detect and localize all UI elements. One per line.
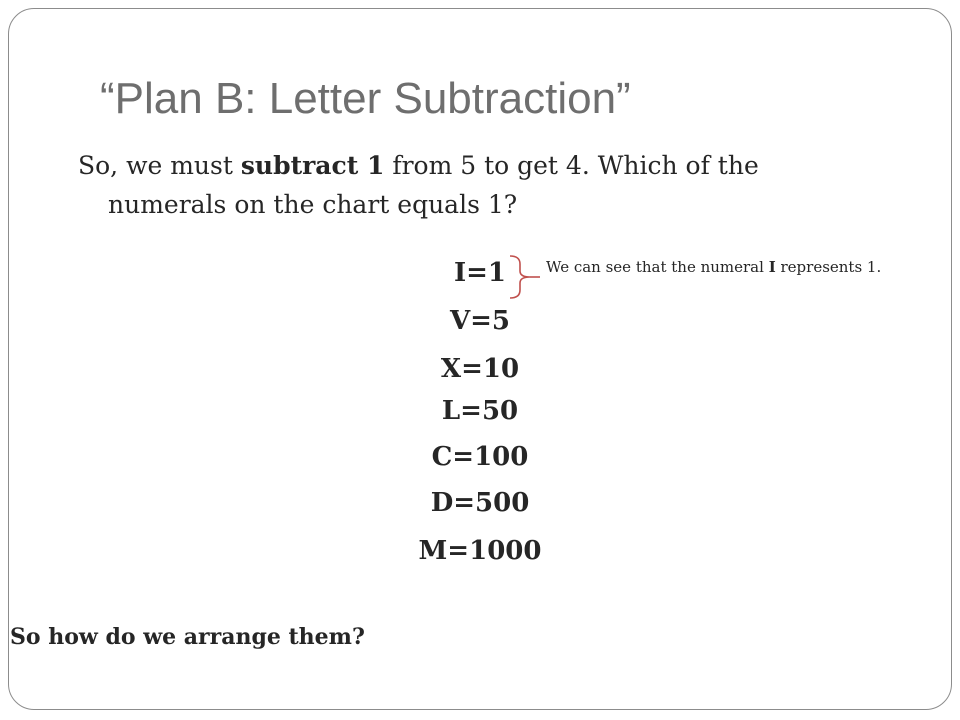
numeral-row-l: L=50: [441, 396, 519, 426]
body-line-1-bold: subtract 1: [240, 151, 385, 180]
right-brace-icon: [508, 254, 542, 300]
body-line-1-prefix: So, we must: [78, 151, 241, 180]
body-line-2: numerals on the chart equals 1?: [108, 190, 518, 219]
note-bold: I: [768, 258, 776, 276]
note-prefix: We can see that the numeral: [546, 258, 769, 276]
numeral-row-c: C=100: [431, 442, 529, 472]
numeral-row-v: V=5: [449, 306, 511, 336]
numeral-note: [546, 258, 881, 276]
numeral-row-x: X=10: [440, 354, 520, 384]
body-text: [78, 146, 878, 224]
arrangement-question: So how do we arrange them?: [10, 624, 365, 650]
numeral-row-i: I=1: [453, 258, 507, 288]
slide-title: “Plan B: Letter Subtraction”: [100, 74, 631, 123]
note-suffix: represents 1.: [775, 258, 882, 276]
body-line-1: [78, 146, 878, 185]
numeral-row-d: D=500: [430, 488, 530, 518]
body-line-1-suffix: from 5 to get 4. Which of the: [384, 151, 759, 180]
numeral-row-m: M=1000: [418, 536, 542, 566]
